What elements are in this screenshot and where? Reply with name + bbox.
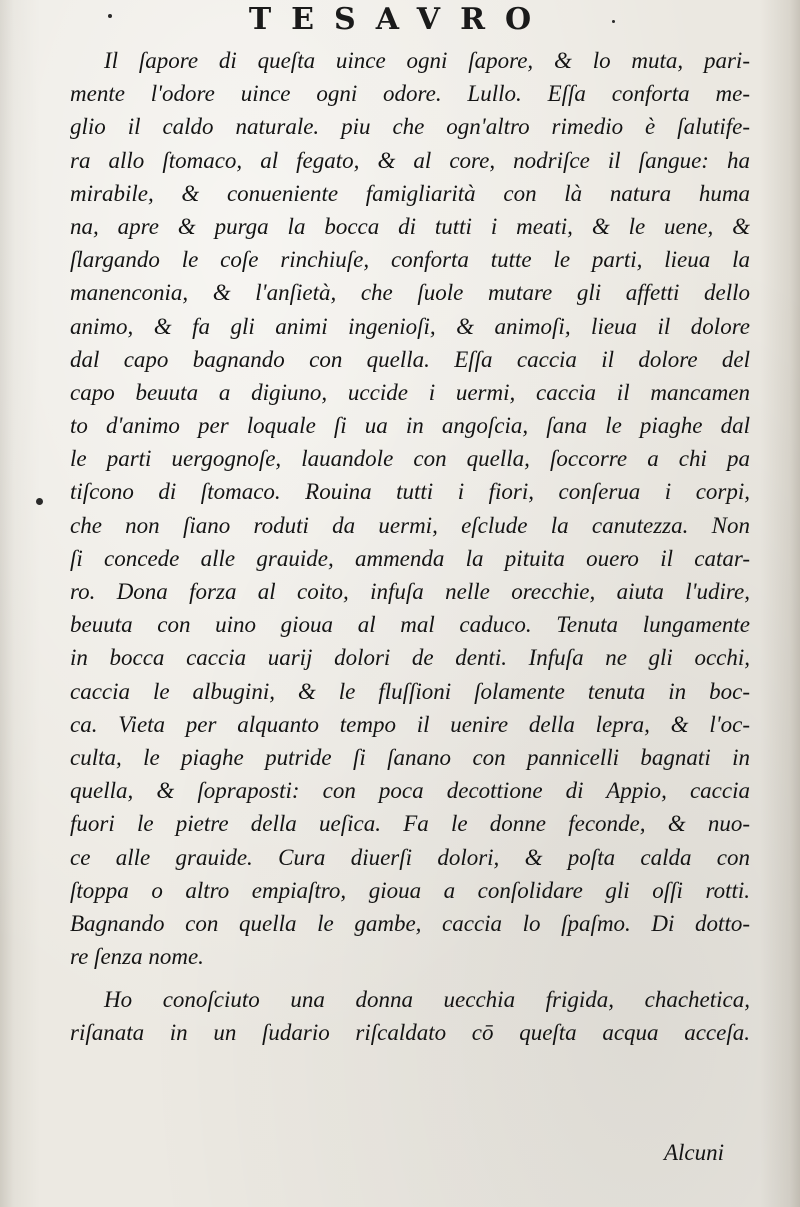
text-line: Bagnando con quella le gambe, caccia lo ſpaſmo. Di dotto- xyxy=(70,910,750,936)
text-line: ſi concede alle grauide, ammenda la pituita ouero il catar- xyxy=(70,545,750,571)
text-line: dal capo bagnando con quella. Eſſa caccia il dolore del xyxy=(70,346,750,372)
text-line: mente l'odore uince ogni odore. Lullo. Eſſa conforta me- xyxy=(70,81,750,107)
paragraph-1 xyxy=(70,44,750,973)
text-line: caccia le albugini, & le fluſſioni ſolamente tenuta in boc- xyxy=(70,678,750,704)
ink-speck xyxy=(36,498,43,505)
text-line: na, apre & purga la bocca di tutti i meati, & le uene, & xyxy=(70,213,750,239)
text-line: to d'animo per loquale ſi ua in angoſcia, ſana le piaghe dal xyxy=(70,413,750,439)
text-line: animo, & fa gli animi ingenioſi, & animoſi, lieua il dolore xyxy=(70,313,750,339)
body-text xyxy=(70,44,750,1050)
running-head: TESAVRO xyxy=(248,2,552,37)
text-line: riſanata in un ſudario riſcaldato cō queſta acqua acceſa. xyxy=(70,1020,750,1046)
text-line: re ſenza nome. xyxy=(70,944,204,970)
text-line: ce alle grauide. Cura diuerſi dolori, & poſta calda con xyxy=(70,844,750,870)
text-line: in bocca caccia uarij dolori de denti. Infuſa ne gli occhi, xyxy=(70,645,750,671)
text-line: fuori le pietre della ueſica. Fa le donne feconde, & nuo- xyxy=(70,811,750,837)
text-line: ra allo ſtomaco, al fegato, & al core, nodriſce il ſangue: ha xyxy=(70,147,750,173)
text-line: manenconia, & l'anſietà, che ſuole mutare gli affetti dello xyxy=(70,280,750,306)
text-line: culta, le piaghe putride ſi ſanano con pannicelli bagnati in xyxy=(70,744,750,770)
paragraph-gap xyxy=(70,973,750,983)
text-line: glio il caldo naturale. piu che ogn'altro rimedio è ſalutife- xyxy=(70,114,750,140)
text-line: le parti uergognoſe, lauandole con quella, ſoccorre a chi pa xyxy=(70,446,750,472)
text-line: tiſcono di ſtomaco. Rouina tutti i fiori, conſerua i corpi, xyxy=(70,479,750,505)
catchword: Alcuni xyxy=(663,1140,724,1165)
ink-speck xyxy=(108,14,112,18)
text-line: quella, & ſopraposti: con poca decottione di Appio, caccia xyxy=(70,778,750,804)
text-line: ſlargando le coſe rinchiuſe, conforta tutte le parti, lieua la xyxy=(70,247,750,273)
text-line: beuuta con uino gioua al mal caduco. Tenuta lungamente xyxy=(70,612,750,638)
text-line: ca. Vieta per alquanto tempo il uenire della lepra, & l'oc- xyxy=(70,711,750,737)
text-line: mirabile, & conueniente famigliarità con là natura huma xyxy=(70,180,750,206)
ink-speck xyxy=(612,20,615,23)
text-line: che non ſiano roduti da uermi, eſclude la canutezza. Non xyxy=(70,512,750,538)
text-line: ſtoppa o altro empiaſtro, gioua a conſolidare gli oſſi rotti. xyxy=(70,877,750,903)
text-line: Ho conoſciuto una donna uecchia frigida, chachetica, xyxy=(104,987,750,1013)
text-line: ro. Dona forza al coito, infuſa nelle orecchie, aiuta l'udire, xyxy=(70,579,750,604)
text-line: Il ſapore di queſta uince ogni ſapore, & lo muta, pari- xyxy=(104,48,750,73)
paragraph-2 xyxy=(70,983,750,1049)
text-line: capo beuuta a digiuno, uccide i uermi, caccia il mancamen xyxy=(70,379,750,405)
